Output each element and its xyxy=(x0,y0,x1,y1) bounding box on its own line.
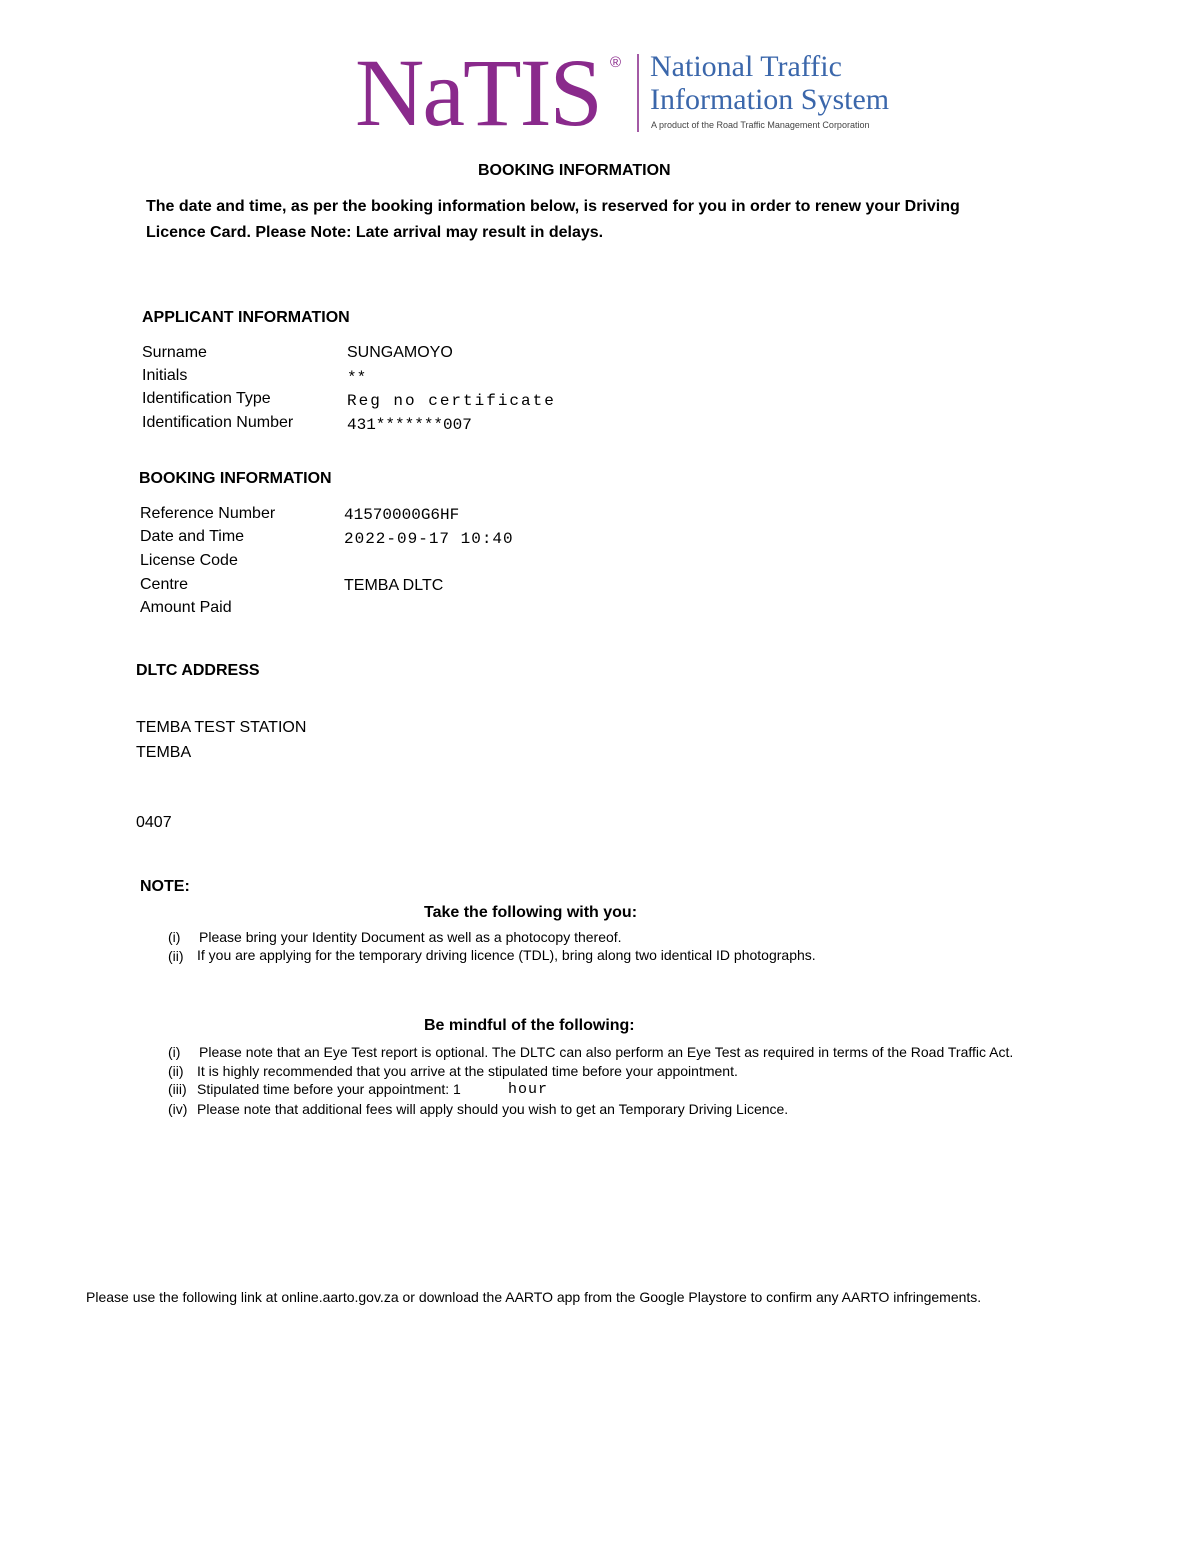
take-item-number: (ii) xyxy=(168,948,184,964)
take-item-text: If you are applying for the temporary driving licence (TDL), bring along two identical ID photographs. xyxy=(197,947,816,963)
mindful-item-text: Please note that additional fees will apply should you wish to get an Temporary Driving Licence. xyxy=(197,1101,789,1117)
centre-label: Centre xyxy=(140,576,189,593)
mindful-item-text: Stipulated time before your appointment: 1 xyxy=(197,1081,461,1097)
stipulated-time-unit: hour xyxy=(508,1081,549,1098)
mindful-item-number: (i) xyxy=(168,1044,181,1060)
note-heading: NOTE: xyxy=(140,878,190,895)
address-heading: DLTC ADDRESS xyxy=(136,662,260,679)
logo-mark: NaTIS xyxy=(355,39,601,146)
mindful-item-number: (iv) xyxy=(168,1101,188,1117)
logo-name-line1: National Traffic xyxy=(650,50,842,83)
license-code-label: License Code xyxy=(140,552,238,569)
reference-number-value: 41570000G6HF xyxy=(344,506,460,524)
mindful-item-number: (ii) xyxy=(168,1063,184,1079)
mindful-item-text: Please note that an Eye Test report is optional. The DLTC can also perform an Eye Test as required in terms of the Road Traffic Act. xyxy=(199,1044,1014,1060)
date-time-label: Date and Time xyxy=(140,528,245,545)
applicant-heading: APPLICANT INFORMATION xyxy=(142,309,350,326)
centre-value: TEMBA DLTC xyxy=(344,577,444,594)
logo-tagline: A product of the Road Traffic Management Corporation xyxy=(651,120,870,130)
take-item-text: Please bring your Identity Document as well as a photocopy thereof. xyxy=(199,929,622,945)
id-number-label: Identification Number xyxy=(142,414,294,431)
initials-value: ** xyxy=(347,369,367,387)
mindful-item-number: (iii) xyxy=(168,1081,187,1097)
mindful-item-text: It is highly recommended that you arrive at the stipulated time before your appointment. xyxy=(197,1063,738,1079)
surname-label: Surname xyxy=(142,344,207,361)
id-number-value: 431*******007 xyxy=(347,416,472,434)
natis-logo xyxy=(355,39,925,146)
surname-value: SUNGAMOYO xyxy=(347,344,453,361)
mindful-heading: Be mindful of the following: xyxy=(424,1017,635,1034)
reference-number-label: Reference Number xyxy=(140,505,276,522)
id-type-label: Identification Type xyxy=(142,390,271,407)
booking-heading: BOOKING INFORMATION xyxy=(139,470,332,487)
registered-mark: ® xyxy=(610,54,622,71)
id-type-value: Reg no certificate xyxy=(347,392,556,410)
address-line-2: TEMBA xyxy=(136,744,192,761)
address-line-1: TEMBA TEST STATION xyxy=(136,719,307,736)
initials-label: Initials xyxy=(142,367,188,384)
footer-note: Please use the following link at online.aarto.gov.za or download the AARTO app from the Google Playstore to confirm any AARTO infringements. xyxy=(86,1289,982,1305)
intro-line-1: The date and time, as per the booking information below, is reserved for you in order to renew your Driving xyxy=(146,198,960,215)
page-title: BOOKING INFORMATION xyxy=(478,162,671,179)
amount-paid-label: Amount Paid xyxy=(140,599,232,616)
postal-code: 0407 xyxy=(136,814,172,831)
take-heading: Take the following with you: xyxy=(424,904,638,921)
logo-name-line2: Information System xyxy=(650,83,890,116)
logo-divider xyxy=(637,54,639,132)
date-time-value: 2022-09-17 10:40 xyxy=(344,530,514,548)
intro-line-2: Licence Card. Please Note: Late arrival may result in delays. xyxy=(146,224,604,241)
take-item-number: (i) xyxy=(168,929,181,945)
